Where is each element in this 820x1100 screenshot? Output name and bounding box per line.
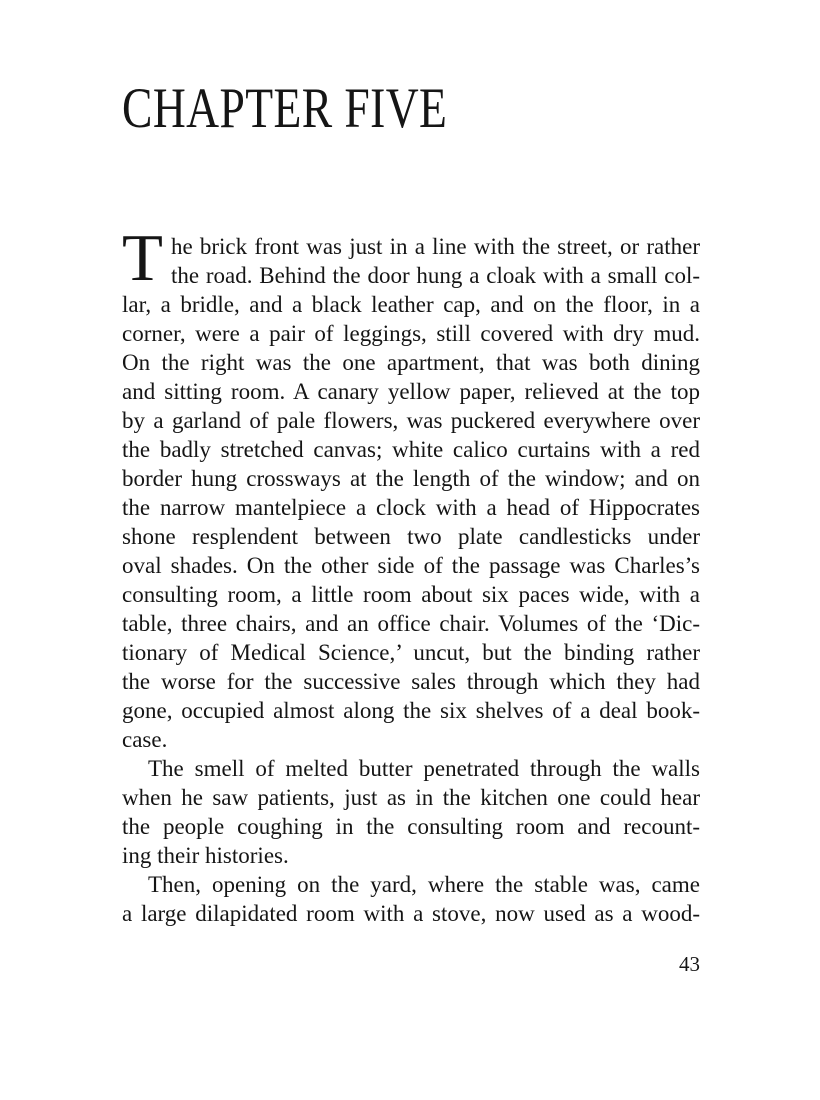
page-number: 43 (679, 952, 700, 976)
text-line: Then, opening on the yard, where the stable was, came (148, 872, 700, 897)
chapter-heading: CHAPTER FIVE (122, 77, 448, 140)
paragraph (122, 754, 700, 870)
paragraph (122, 221, 700, 754)
text-line: case. (122, 727, 168, 752)
text-line: The smell of melted butter penetrated through the walls (148, 756, 700, 781)
text-line: tionary of Medical Science,’ uncut, but the binding rather (122, 640, 700, 665)
drop-cap: T (122, 221, 163, 295)
paragraph (122, 870, 700, 928)
text-line: the narrow mantelpiece a clock with a head of Hippocrates (122, 495, 700, 520)
text-line: by a garland of pale flowers, was puckered everywhere over (122, 408, 700, 433)
text-line: shone resplendent between two plate candlesticks under (122, 524, 700, 549)
text-line: the people coughing in the consulting room and recount- (122, 814, 700, 839)
text-line: and sitting room. A canary yellow paper, relieved at the top (122, 379, 700, 404)
text-line: when he saw patients, just as in the kitchen one could hear (122, 785, 700, 810)
text-line: table, three chairs, and an office chair. Volumes of the ‘Dic- (122, 611, 700, 636)
text-line: the badly stretched canvas; white calico curtains with a red (122, 437, 700, 462)
text-line: lar, a bridle, and a black leather cap, and on the floor, in a (122, 292, 700, 317)
text-line: oval shades. On the other side of the passage was Charles’s (122, 553, 700, 578)
body-text (122, 221, 700, 928)
text-line: the road. Behind the door hung a cloak with a small col- (170, 263, 700, 288)
text-line: gone, occupied almost along the six shelves of a deal book- (122, 698, 700, 723)
text-line: On the right was the one apartment, that was both dining (122, 350, 700, 375)
text-line: a large dilapidated room with a stove, now used as a wood- (122, 901, 700, 926)
text-line: consulting room, a little room about six paces wide, with a (122, 582, 700, 607)
text-line: ing their histories. (122, 843, 289, 868)
text-line: corner, were a pair of leggings, still covered with dry mud. (122, 321, 700, 346)
text-line: the worse for the successive sales through which they had (122, 669, 700, 694)
text-line: border hung crossways at the length of the window; and on (122, 466, 700, 491)
text-line: he brick front was just in a line with the street, or rather (170, 234, 700, 259)
